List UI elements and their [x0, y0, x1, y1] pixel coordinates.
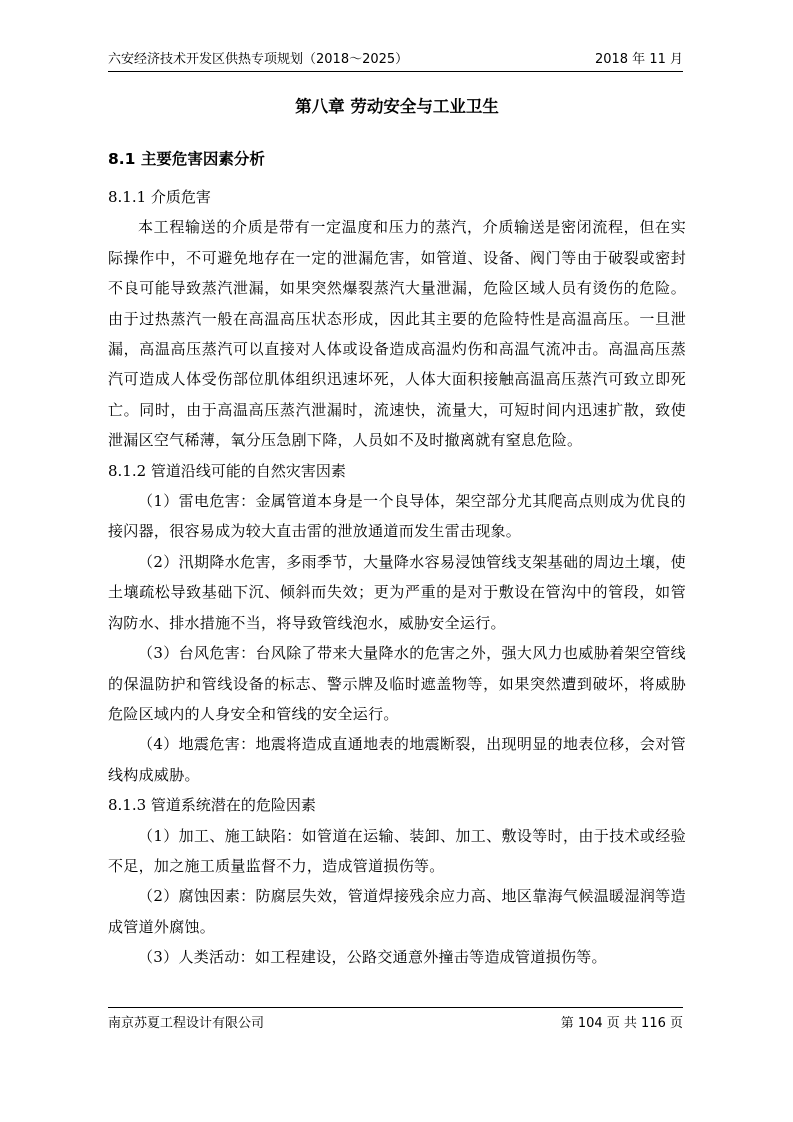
page-body — [108, 92, 686, 973]
paragraph: （2）腐蚀因素：防腐层失效，管道焊接残余应力高、地区靠海气候温暖湿润等造成管道外腐蚀。 — [108, 887, 686, 936]
section-title: 8.1 主要危害因素分析 — [108, 150, 265, 168]
paragraph: （1）加工、施工缺陷：如管道在运输、装卸、加工、敷设等时，由于技术或经验不足，加之施工质量监督不力，造成管道损伤等。 — [108, 826, 686, 875]
chapter-title: 第八章 劳动安全与工业卫生 — [295, 97, 499, 116]
subsection-heading: 8.1.3 管道系统潜在的危险因素 — [108, 796, 316, 815]
footer-page-number: 第 104 页 共 116 页 — [560, 1016, 683, 1031]
page-header — [108, 48, 683, 70]
paragraph: （3）台风危害：台风除了带来大量降水的危害之外，强大风力也威胁着架空管线的保温防护和管线设备的标志、警示牌及临时遮盖物等，如果突然遭到破坏，将威胁危险区域内的人身安全和管线的安全运行。 — [108, 644, 686, 723]
subsection-pipeline-risk — [108, 790, 686, 972]
subsection-heading: 8.1.1 介质危害 — [108, 188, 211, 206]
paragraph: （3）人类活动：如工程建设，公路交通意外撞击等造成管道损伤等。 — [138, 948, 607, 967]
subsection-medium-hazard — [108, 182, 686, 456]
paragraph: 本工程输送的介质是带有一定温度和压力的蒸汽，介质输送是密闭流程，但在实际操作中，不可避免地存在一定的泄漏危害，如管道、设备、阀门等由于破裂或密封不良可能导致蒸汽泄漏，如果突然爆裂蒸汽大量泄漏，危险区域人员有烫伤的危险。由于过热蒸汽一般在高温高压状态形成，因此其主要的危险特性是高温高压。一旦泄漏，高温高压蒸汽可以直接对人体或设备造成高温灼伤和高温气流冲击。高温高压蒸汽可造成人体受伤部位肌体组织迅速坏死，人体大面积接触高温高压蒸汽可致立即死亡。同时，由于高温高压蒸汽泄漏时，流速快，流量大，可短时间内迅速扩散，致使泄漏区空气稀薄，氧分压急剧下降，人员如不及时撤离就有窒息危险。 — [108, 218, 686, 450]
subsection-natural-disaster — [108, 456, 686, 790]
header-divider — [108, 71, 683, 72]
paragraph: （4）地震危害：地震将造成直通地表的地震断裂，出现明显的地表位移，会对管线构成威胁。 — [108, 735, 686, 784]
header-document-title: 六安经济技术开发区供热专项规划（2018～2025） — [108, 52, 409, 67]
footer-company: 南京苏夏工程设计有限公司 — [108, 1016, 265, 1031]
paragraph: （1）雷电危害：金属管道本身是一个良导体，架空部分尤其爬高点则成为优良的接闪器，很容易成为较大直击雷的泄放通道而发生雷击现象。 — [108, 492, 686, 541]
subsection-heading: 8.1.2 管道沿线可能的自然灾害因素 — [108, 461, 346, 480]
footer-divider — [108, 1007, 683, 1008]
paragraph: （2）汛期降水危害，多雨季节，大量降水容易浸蚀管线支架基础的周边土壤，使土壤疏松导致基础下沉、倾斜而失效；更为严重的是对于敷设在管沟中的管段，如管沟防水、排水措施不当，将导致管线泡水，威胁安全运行。 — [108, 552, 686, 632]
header-date: 2018 年 11 月 — [594, 52, 683, 67]
